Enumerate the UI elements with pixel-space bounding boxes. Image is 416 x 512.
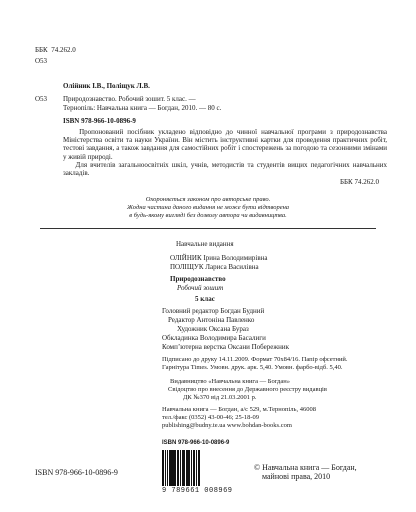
o-code: О53 xyxy=(35,57,48,65)
barcode-bar xyxy=(199,450,200,486)
edition-title: Природознавство xyxy=(170,275,226,283)
publisher-line-5: тел./факс (0352) 43-00-46; 25-18-09 xyxy=(162,414,260,421)
barcode-bars xyxy=(162,450,238,486)
barcode-digits: 9 789661 008969 xyxy=(162,486,233,495)
publisher-line-3: ДК №370 від 21.03.2001 р. xyxy=(183,394,257,401)
print-line-1: Підписано до друку 14.11.2009. Формат 70x84/16. Папір офсетний. xyxy=(162,356,348,363)
barcode xyxy=(162,440,238,495)
credit-line: Комп’ютерна верстка Оксани Побережник xyxy=(162,343,290,351)
title-line: Природознавство. Робочий зошит. 5 клас. — xyxy=(63,95,196,103)
author-2: ПОЛІЩУК Лариса Василівна xyxy=(170,263,259,271)
bbk-right: ББК 74.262.0 xyxy=(340,178,379,186)
credit-line: Обкладинка Володимира Басалиги xyxy=(162,334,266,342)
footer-isbn: ISBN 978-966-10-0896-9 xyxy=(35,468,118,477)
copyright-line-2: майнові права, 2010 xyxy=(262,472,331,481)
description-paragraph: Пропонований посібник укладено відповідно до чинної навчальної програми з природознавства Міністерства освіти та науки України. Він містить інструктивні картки для проведення практичних робіт, тестові завдання, а також завдання для самостійних робіт і спостережень за погодою та сезонними змінами у живій природі. xyxy=(63,128,388,161)
copyright-line-1: © Навчальна книга — Богдан, xyxy=(254,463,357,472)
publisher-line-1: Видавництво «Навчальна книга — Богдан» xyxy=(170,378,290,385)
author-1: ОЛІЙНИК Ірина Володимирівна xyxy=(170,254,268,262)
authors: Олійник І.В., Поліщук Л.В. xyxy=(63,82,150,90)
edition-grade: 5 клас xyxy=(195,295,215,303)
isbn-catalog: ISBN 978-966-10-0896-9 xyxy=(63,117,136,125)
rights-line-3: в будь-якому вигляді без дозволу автора чи видавництва. xyxy=(129,212,287,219)
audience-paragraph: Для вчителів загальноосвітніх шкіл, учнів, методистів та студентів вищих педагогічних навчальних закладів. xyxy=(63,161,388,178)
o-code-2: О53 xyxy=(35,95,48,103)
credit-line: Головний редактор Богдан Будний xyxy=(162,307,265,315)
bbk-label: ББК 74.262.0 xyxy=(35,46,76,54)
separator-line xyxy=(40,228,376,229)
edition-subtitle: Робочий зошит xyxy=(177,284,224,292)
credit-line: Редактор Антоніна Павленко xyxy=(168,316,255,324)
credit-line: Художник Оксана Бураз xyxy=(177,325,249,333)
publisher-line-6: publishing@budny.te.ua www.bohdan-books.com xyxy=(162,422,292,429)
rights-line-1: Охороняється законом про авторське право. xyxy=(145,196,271,203)
publisher-line-4: Навчальна книга — Богдан, а/с 529, м.Тернопіль, 46008 xyxy=(162,406,316,413)
print-line-2: Гарнітура Times. Умовн. друк. арк. 5,40. Умовн. фарбо-відб. 5,40. xyxy=(162,364,343,371)
publication-line: Тернопіль: Навчальна книга — Богдан, 2010. — 80 с. xyxy=(63,104,222,112)
rights-line-2: Жодна частина даного видання не може бути відтворена xyxy=(126,204,290,211)
edition-type: Навчальне видання xyxy=(176,240,234,248)
publisher-line-2: Свідоцтво про внесення до Державного реєстру видавців xyxy=(168,386,327,393)
barcode-isbn: ISBN 978-966-10-0896-9 xyxy=(162,440,230,446)
